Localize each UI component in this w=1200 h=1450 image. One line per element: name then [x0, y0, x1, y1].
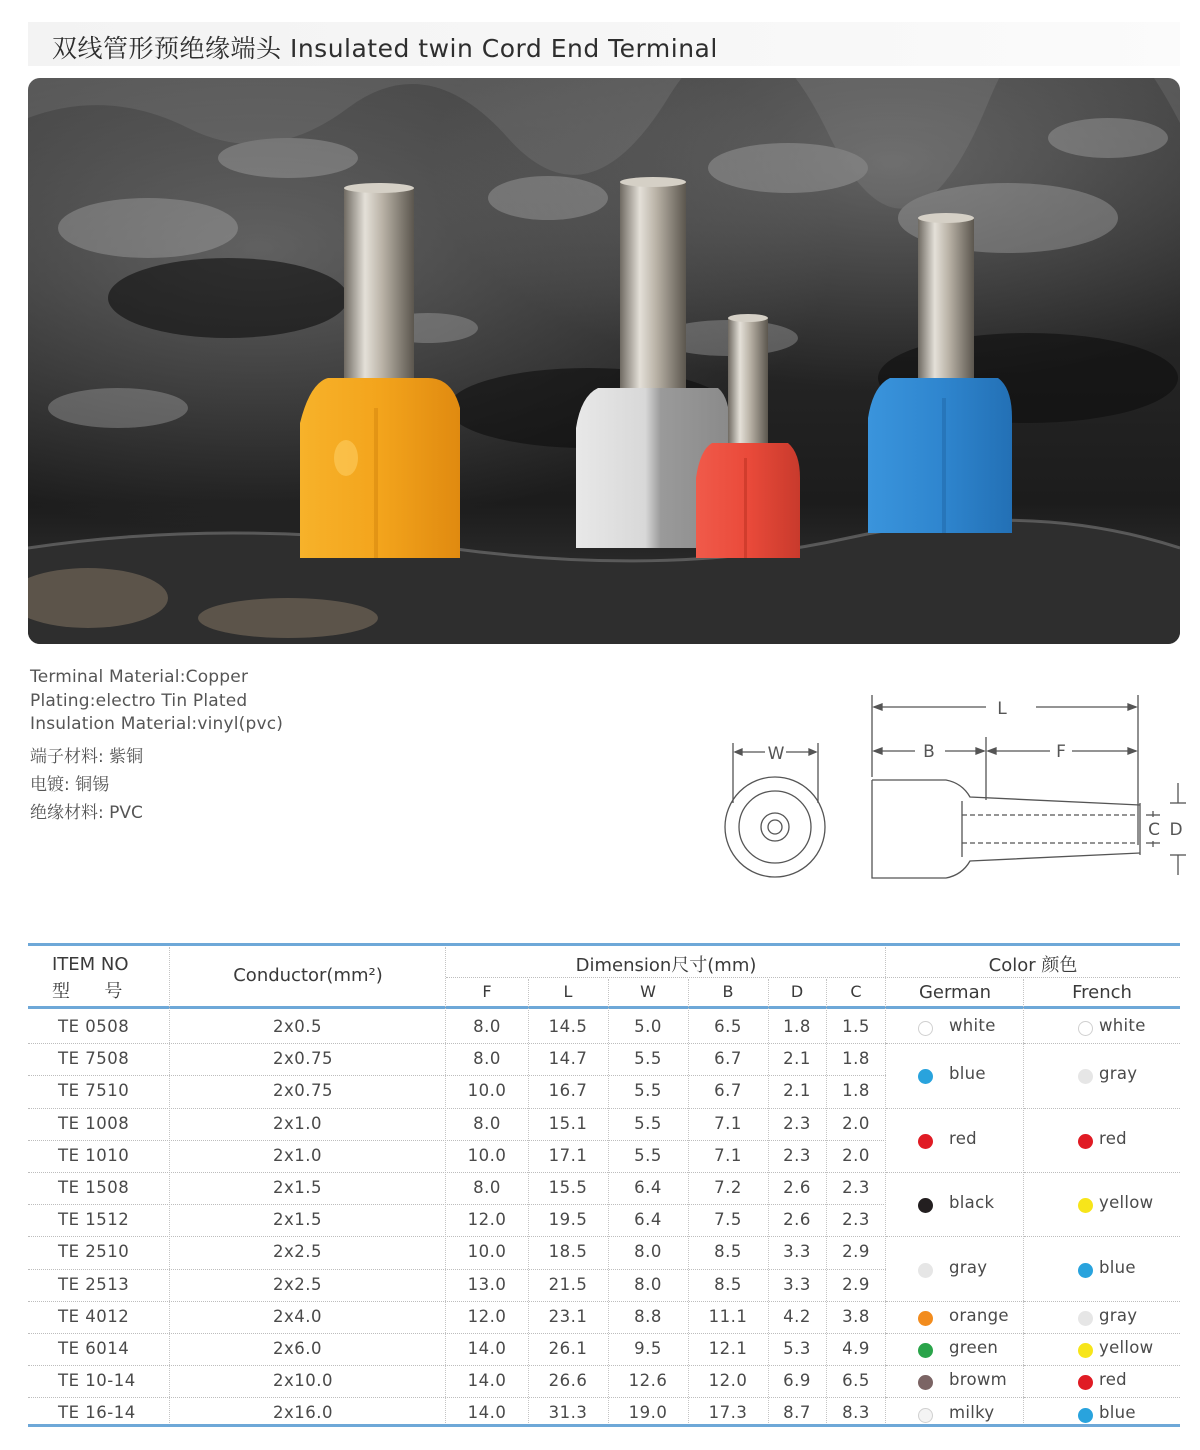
german-color-swatch-icon: [918, 1263, 933, 1278]
conductor-cell: 2x1.0: [273, 1113, 323, 1133]
dim-c-cell: 1.8: [842, 1049, 870, 1069]
conductor-cell: 2x1.5: [273, 1210, 323, 1230]
dim-b-cell: 7.2: [714, 1178, 742, 1197]
dim-w-cell: 5.5: [634, 1145, 662, 1165]
german-color-label: browm: [949, 1370, 1008, 1390]
dim-f-cell: 14.0: [467, 1339, 507, 1358]
dim-w-cell: 12.6: [628, 1371, 668, 1391]
title-bar: [28, 22, 1180, 66]
german-color-label: orange: [949, 1305, 1009, 1325]
dim-f-cell: 14.0: [467, 1371, 507, 1391]
dim-w-cell: 5.5: [634, 1113, 662, 1133]
spec-terminal-material: Terminal Material:Copper: [30, 667, 249, 687]
dim-label-w: W: [767, 744, 785, 764]
german-color-swatch-icon: [918, 1134, 933, 1149]
dim-w-cell: 6.4: [634, 1178, 662, 1197]
spec-plating: Plating:electro Tin Plated: [30, 690, 248, 711]
french-color-label: yellow: [1099, 1338, 1154, 1358]
item-no-cell: TE 1508: [58, 1178, 130, 1197]
spec-insulation-material: Insulation Material:vinyl(pvc): [30, 714, 284, 734]
dim-d-cell: 1.8: [783, 1017, 811, 1036]
dim-l-cell: 14.7: [548, 1049, 588, 1069]
conductor-cell: 2x10.0: [273, 1371, 334, 1391]
german-color-label: blue: [949, 1064, 986, 1084]
dim-c-cell: 4.9: [842, 1339, 870, 1358]
conductor-cell: 2x0.5: [273, 1017, 323, 1036]
conductor-cell: 2x0.75: [273, 1081, 334, 1101]
dim-label-f: F: [1056, 742, 1066, 762]
dim-b-cell: 7.1: [714, 1113, 742, 1133]
dim-c-cell: 2.0: [842, 1113, 870, 1133]
french-color-label: blue: [1099, 1257, 1136, 1277]
dim-d-cell: 4.2: [783, 1306, 811, 1326]
dim-b-cell: 6.5: [714, 1017, 742, 1036]
french-color-swatch-icon: [1078, 1263, 1093, 1278]
dim-w-cell: 5.0: [634, 1017, 662, 1036]
dim-c-cell: 2.3: [842, 1210, 870, 1230]
dim-b-cell: 8.5: [714, 1242, 742, 1262]
french-color-label: red: [1099, 1370, 1127, 1390]
dim-b-cell: 7.5: [714, 1210, 742, 1230]
dim-f-cell: 10.0: [467, 1145, 507, 1165]
dim-b-cell: 12.0: [708, 1371, 748, 1391]
header-french: French: [1072, 982, 1132, 1003]
dim-w-cell: 19.0: [628, 1403, 668, 1423]
dim-l-cell: 26.1: [548, 1339, 588, 1358]
german-color-swatch-icon: [918, 1198, 933, 1213]
dim-d-cell: 2.3: [783, 1113, 811, 1133]
german-color-label: white: [949, 1016, 996, 1036]
item-no-cell: TE 2510: [58, 1242, 130, 1262]
conductor-cell: 2x2.5: [273, 1274, 323, 1294]
dim-w-cell: 8.8: [634, 1306, 662, 1326]
french-color-label: yellow: [1099, 1193, 1154, 1213]
french-color-label: red: [1099, 1128, 1127, 1148]
dim-label-b: B: [923, 742, 935, 762]
dim-l-cell: 21.5: [548, 1274, 588, 1294]
dim-w-cell: 8.0: [634, 1242, 662, 1262]
spec-insulation-material-cn: 绝缘材料: PVC: [30, 802, 143, 823]
header-conductor: Conductor(mm²): [233, 965, 383, 986]
french-color-label: blue: [1099, 1402, 1136, 1422]
french-color-swatch-icon: [1078, 1311, 1093, 1326]
conductor-cell: 2x0.75: [273, 1049, 334, 1069]
dim-f-cell: 8.0: [473, 1113, 501, 1133]
dim-f-cell: 13.0: [467, 1274, 507, 1294]
german-color-label: black: [949, 1193, 995, 1213]
german-color-swatch-icon: [918, 1375, 933, 1390]
french-color-swatch-icon: [1078, 1343, 1093, 1358]
german-color-swatch-icon: [918, 1343, 933, 1358]
french-color-swatch-icon: [1078, 1408, 1093, 1423]
german-color-swatch-icon: [918, 1021, 933, 1036]
spec-plating-cn: 电镀: 铜锡: [30, 774, 110, 795]
header-dimension: Dimension尺寸(mm): [575, 955, 757, 976]
dim-f-cell: 12.0: [467, 1210, 507, 1230]
dim-d-cell: 2.1: [783, 1049, 811, 1069]
dim-c-cell: 3.8: [842, 1306, 870, 1326]
page-title: 双线管形预绝缘端头 Insulated twin Cord End Terminal: [52, 34, 718, 63]
french-color-swatch-icon: [1078, 1375, 1093, 1390]
table-header-rule: [28, 1006, 1180, 1009]
header-dim-f: F: [482, 982, 492, 1001]
dim-f-cell: 8.0: [473, 1178, 501, 1197]
item-no-cell: TE 1010: [58, 1145, 130, 1165]
french-color-swatch-icon: [1078, 1021, 1093, 1036]
dim-l-cell: 15.1: [548, 1113, 588, 1133]
dim-w-cell: 9.5: [634, 1339, 662, 1358]
dim-d-cell: 8.7: [783, 1403, 811, 1423]
dim-b-cell: 6.7: [714, 1049, 742, 1069]
german-color-label: milky: [949, 1402, 995, 1422]
item-no-cell: TE 7510: [58, 1081, 130, 1101]
german-color-label: gray: [949, 1257, 988, 1277]
conductor-cell: 2x6.0: [273, 1339, 323, 1358]
dim-l-cell: 18.5: [548, 1242, 588, 1262]
dim-c-cell: 1.8: [842, 1081, 870, 1101]
product-photo: [28, 78, 1180, 644]
dim-c-cell: 1.5: [842, 1017, 870, 1036]
german-color-swatch-icon: [918, 1069, 933, 1084]
header-dim-w: W: [640, 982, 656, 1001]
dim-b-cell: 11.1: [708, 1306, 748, 1326]
dim-b-cell: 7.1: [714, 1145, 742, 1165]
item-no-cell: TE 7508: [58, 1049, 130, 1069]
dim-f-cell: 10.0: [467, 1081, 507, 1101]
header-item-no-cn: 型 号: [52, 981, 123, 1002]
dim-c-cell: 2.9: [842, 1274, 870, 1294]
dim-c-cell: 8.3: [842, 1403, 870, 1423]
dim-f-cell: 10.0: [467, 1242, 507, 1262]
dim-b-cell: 6.7: [714, 1081, 742, 1101]
german-color-label: green: [949, 1338, 999, 1358]
dim-c-cell: 6.5: [842, 1371, 870, 1391]
dim-c-cell: 2.0: [842, 1145, 870, 1165]
dim-b-cell: 17.3: [708, 1403, 748, 1423]
dim-l-cell: 17.1: [548, 1145, 588, 1165]
conductor-cell: 2x4.0: [273, 1306, 323, 1326]
table-top-rule: [28, 943, 1180, 946]
dim-w-cell: 5.5: [634, 1081, 662, 1101]
header-dim-b: B: [722, 982, 734, 1001]
conductor-cell: 2x16.0: [273, 1403, 334, 1423]
dim-w-cell: 6.4: [634, 1210, 662, 1230]
dim-d-cell: 3.3: [783, 1274, 811, 1294]
dim-label-l: L: [997, 699, 1007, 719]
dim-d-cell: 6.9: [783, 1371, 811, 1391]
dim-d-cell: 3.3: [783, 1242, 811, 1262]
dim-f-cell: 12.0: [467, 1306, 507, 1326]
conductor-cell: 2x1.0: [273, 1145, 323, 1165]
header-color: Color 颜色: [988, 955, 1078, 976]
spec-terminal-material-cn: 端子材料: 紫铜: [30, 746, 144, 767]
french-color-label: gray: [1099, 1064, 1138, 1084]
header-dim-d: D: [790, 982, 804, 1001]
french-color-swatch-icon: [1078, 1198, 1093, 1213]
dimension-drawing: [700, 685, 1200, 899]
dim-label-d: D: [1169, 820, 1183, 840]
dim-l-cell: 23.1: [548, 1306, 588, 1326]
item-no-cell: TE 4012: [58, 1306, 130, 1326]
dim-l-cell: 14.5: [548, 1017, 588, 1036]
item-no-cell: TE 10-14: [58, 1371, 136, 1391]
dim-l-cell: 15.5: [548, 1178, 588, 1197]
header-item-no: ITEM NO: [52, 954, 129, 975]
german-color-swatch-icon: [918, 1311, 933, 1326]
dim-b-cell: 8.5: [714, 1274, 742, 1294]
dim-b-cell: 12.1: [708, 1339, 748, 1358]
dim-d-cell: 2.6: [783, 1210, 811, 1230]
header-dim-c: C: [850, 982, 862, 1001]
dim-l-cell: 31.3: [548, 1403, 588, 1423]
dim-l-cell: 19.5: [548, 1210, 588, 1230]
conductor-cell: 2x2.5: [273, 1242, 323, 1262]
dim-w-cell: 8.0: [634, 1274, 662, 1294]
dim-w-cell: 5.5: [634, 1049, 662, 1069]
dim-d-cell: 5.3: [783, 1339, 811, 1358]
item-no-cell: TE 0508: [58, 1017, 130, 1036]
german-color-swatch-icon: [918, 1408, 933, 1423]
header-dim-l: L: [563, 982, 573, 1001]
conductor-cell: 2x1.5: [273, 1178, 323, 1197]
item-no-cell: TE 6014: [58, 1339, 130, 1358]
header-german: German: [918, 982, 992, 1003]
dim-d-cell: 2.1: [783, 1081, 811, 1101]
dim-c-cell: 2.9: [842, 1242, 870, 1262]
item-no-cell: TE 2513: [58, 1274, 130, 1294]
table-bottom-rule: [28, 1424, 1180, 1427]
dim-l-cell: 26.6: [548, 1371, 588, 1391]
french-color-label: white: [1099, 1016, 1146, 1036]
dim-d-cell: 2.3: [783, 1145, 811, 1165]
item-no-cell: TE 1008: [58, 1113, 130, 1133]
french-color-swatch-icon: [1078, 1134, 1093, 1149]
material-specs: [30, 666, 283, 827]
dim-c-cell: 2.3: [842, 1178, 870, 1197]
dim-f-cell: 14.0: [467, 1403, 507, 1423]
item-no-cell: TE 16-14: [58, 1403, 136, 1423]
german-color-label: red: [949, 1128, 977, 1148]
french-color-label: gray: [1099, 1305, 1138, 1325]
dim-f-cell: 8.0: [473, 1049, 501, 1069]
dim-d-cell: 2.6: [783, 1178, 811, 1197]
dim-f-cell: 8.0: [473, 1017, 501, 1036]
french-color-swatch-icon: [1078, 1069, 1093, 1084]
item-no-cell: TE 1512: [58, 1210, 130, 1230]
dim-label-c: C: [1148, 820, 1160, 840]
dim-l-cell: 16.7: [548, 1081, 588, 1101]
side-view: [872, 695, 1186, 878]
